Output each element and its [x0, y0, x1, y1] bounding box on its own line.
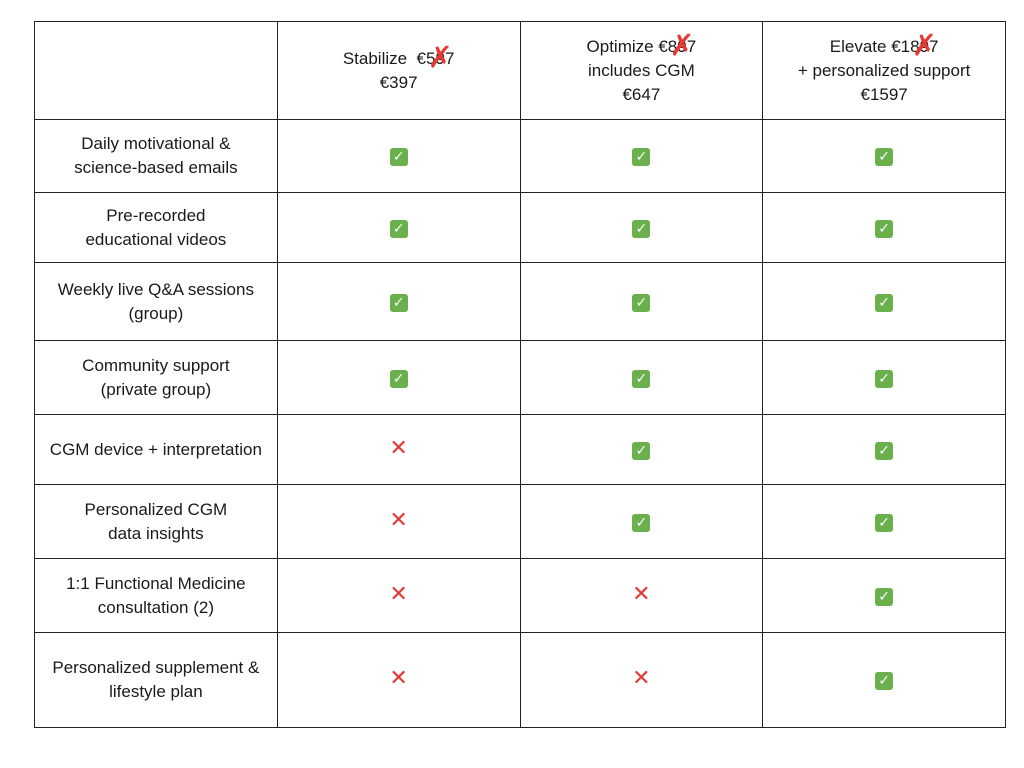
- feature-label: Personalized CGM data insights: [35, 485, 278, 559]
- check-icon: ✓: [390, 294, 408, 312]
- check-icon: ✓: [875, 148, 893, 166]
- feature-row: [35, 263, 1006, 341]
- elevate-cell: [763, 193, 1006, 263]
- check-icon: ✓: [875, 588, 893, 606]
- feature-row: [35, 485, 1006, 559]
- cross-icon: ✕: [389, 666, 408, 691]
- stabilize-cell: [277, 559, 520, 633]
- feature-label: Daily motivational & science-based emails: [35, 120, 278, 193]
- feature-label: Pre-recorded educational videos: [35, 193, 278, 263]
- feature-label: CGM device + interpretation: [35, 415, 278, 485]
- optimize-cell: [520, 263, 763, 341]
- elevate-cell: [763, 633, 1006, 728]
- plan-subtitle: + personalized support: [797, 60, 971, 80]
- plan-name: Elevate: [829, 36, 887, 56]
- stabilize-cell: [277, 485, 520, 559]
- plan-subtitle: includes CGM: [587, 60, 695, 80]
- check-icon: ✓: [875, 220, 893, 238]
- check-icon: ✓: [875, 370, 893, 388]
- check-icon: ✓: [632, 514, 650, 532]
- feature-row: [35, 415, 1006, 485]
- elevate-cell: [763, 341, 1006, 415]
- feature-row: [35, 193, 1006, 263]
- plan-header-optimize: [520, 22, 763, 120]
- old-price: €89 ✗7: [658, 37, 696, 56]
- plan-price: €397: [379, 72, 418, 92]
- stabilize-cell: [277, 415, 520, 485]
- plan-price: €647: [622, 84, 661, 104]
- cross-icon: ✕: [632, 581, 651, 607]
- optimize-cell: [520, 559, 763, 633]
- feature-label: Community support (private group): [35, 341, 278, 415]
- plan-header-stabilize: [277, 22, 520, 120]
- cross-icon: ✕: [389, 435, 408, 461]
- feature-row: [35, 559, 1006, 633]
- optimize-cell: [520, 485, 763, 559]
- strikethrough-mark: 9 ✗: [677, 35, 686, 59]
- check-icon: ✓: [875, 294, 893, 312]
- plan-price: €1597: [860, 84, 908, 104]
- feature-label: Weekly live Q&A sessions (group): [35, 263, 278, 341]
- stabilize-cell: [277, 120, 520, 193]
- stabilize-cell: [277, 633, 520, 728]
- stabilize-cell: [277, 193, 520, 263]
- cross-icon: ✕: [389, 581, 408, 607]
- plan-name: Stabilize: [342, 48, 408, 68]
- optimize-cell: [520, 341, 763, 415]
- check-icon: ✓: [632, 370, 650, 388]
- stabilize-cell: [277, 263, 520, 341]
- feature-row: [35, 633, 1006, 728]
- feature-label: Personalized supplement & lifestyle plan: [35, 633, 278, 728]
- elevate-cell: [763, 263, 1006, 341]
- elevate-cell: [763, 559, 1006, 633]
- check-icon: ✓: [632, 294, 650, 312]
- optimize-cell: [520, 633, 763, 728]
- feature-row: [35, 341, 1006, 415]
- elevate-cell: [763, 415, 1006, 485]
- header-row: [35, 22, 1006, 120]
- old-price: €59 ✗7: [417, 49, 455, 68]
- plan-name: Optimize: [586, 36, 654, 56]
- old-price: €189 ✗7: [891, 37, 938, 56]
- feature-row: [35, 120, 1006, 193]
- cross-icon: ✕: [389, 507, 408, 533]
- optimize-cell: [520, 120, 763, 193]
- stabilize-cell: [277, 341, 520, 415]
- strikethrough-mark: 9 ✗: [920, 35, 929, 59]
- check-icon: ✓: [632, 148, 650, 166]
- check-icon: ✓: [390, 148, 408, 166]
- empty-corner-cell: [35, 22, 278, 120]
- plan-header-elevate: [763, 22, 1006, 120]
- check-icon: ✓: [875, 672, 893, 690]
- optimize-cell: [520, 415, 763, 485]
- pricing-comparison-table: [34, 21, 1006, 728]
- check-icon: ✓: [875, 514, 893, 532]
- check-icon: ✓: [390, 220, 408, 238]
- elevate-cell: [763, 485, 1006, 559]
- feature-label: 1:1 Functional Medicine consultation (2): [35, 559, 278, 633]
- check-icon: ✓: [875, 442, 893, 460]
- check-icon: ✓: [632, 442, 650, 460]
- elevate-cell: [763, 120, 1006, 193]
- check-icon: ✓: [632, 220, 650, 238]
- strikethrough-mark: 9 ✗: [435, 47, 444, 71]
- cross-icon: ✕: [632, 666, 651, 691]
- check-icon: ✓: [390, 370, 408, 388]
- optimize-cell: [520, 193, 763, 263]
